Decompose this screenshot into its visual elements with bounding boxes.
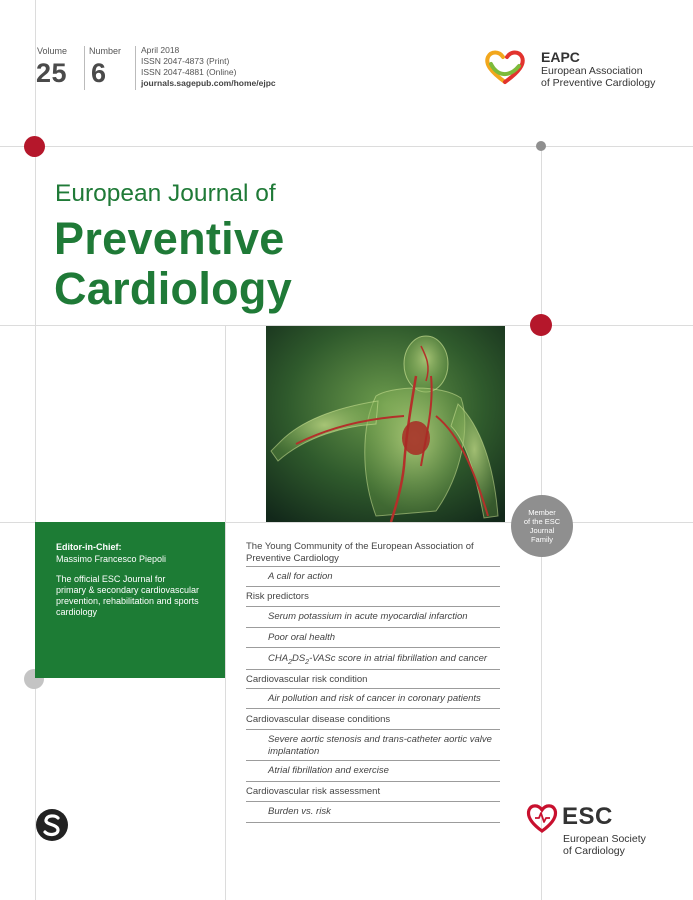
toc-divider (246, 760, 500, 761)
toc-divider (246, 586, 500, 587)
issue-date: April 2018 (141, 45, 180, 55)
toc-category-risk-condition: Cardiovascular risk condition (246, 674, 368, 685)
eapc-name-line2: of Preventive Cardiology (541, 77, 656, 89)
title-line1: European Journal of (55, 180, 276, 207)
toc-item-oral-health: Poor oral health (268, 632, 336, 643)
anatomy-illustration (266, 326, 505, 522)
eapc-name (541, 65, 655, 89)
toc-category-risk-assessment: Cardiovascular risk assessment (246, 786, 381, 797)
member-badge (511, 495, 573, 557)
editor-box (35, 522, 225, 678)
issn-online: ISSN 2047-4881 (Online) (141, 67, 237, 77)
grey-dot-top (536, 141, 546, 151)
toc-divider (246, 781, 500, 782)
issue-number: 6 (91, 58, 107, 88)
volume-number: 25 (36, 58, 68, 88)
header-divider-2 (135, 46, 136, 90)
vasc-text: -VASc score in atrial fibrillation and cancer (309, 653, 488, 664)
toc-divider (246, 647, 500, 648)
issn-print: ISSN 2047-4873 (Print) (141, 56, 230, 66)
journal-url[interactable]: journals.sagepub.com/home/ejpc (141, 78, 276, 88)
eapc-abbr: EAPC (541, 49, 580, 65)
editor-desc (56, 574, 199, 618)
toc-divider (246, 627, 500, 628)
header-divider-1 (84, 46, 85, 90)
toc-category-young-community (246, 541, 501, 564)
eapc-name-line1: European Association (541, 65, 643, 77)
eapc-heart-icon (483, 48, 527, 86)
toc-divider (246, 801, 500, 802)
cha-text: CHA (268, 653, 289, 664)
toc-divider (246, 669, 500, 670)
grid-line-left (35, 0, 36, 900)
toc-item-call-for-action: A call for action (268, 571, 333, 582)
toc-divider (246, 566, 500, 567)
issue-meta (141, 45, 276, 89)
toc-divider (246, 822, 500, 823)
title-line2: Preventive (54, 213, 285, 264)
esc-name (563, 833, 646, 857)
esc-name-line2: of Cardiology (563, 845, 625, 857)
toc-item-aortic-stenosis (268, 734, 500, 757)
number-label: Number (89, 46, 122, 56)
toc-item-cha2ds2-vasc (268, 653, 500, 668)
toc-divider (246, 688, 500, 689)
cha-sub1: 2 (288, 658, 292, 666)
member-line1: Member (528, 508, 556, 517)
member-line2: of the ESC (523, 517, 561, 526)
editor-desc-line4: cardiology (56, 607, 98, 617)
title-line3: Cardiology (54, 263, 293, 314)
grid-line-top (0, 146, 693, 147)
toc-item-serum-potassium: Serum potassium in acute myocardial infarction (268, 611, 468, 622)
red-dot-middle (530, 314, 552, 336)
editor-name: Massimo Francesco Piepoli (56, 554, 167, 564)
member-line4: Family (530, 535, 554, 544)
toc-cat1-line1: The Young Community of the European Association of (246, 541, 474, 552)
toc-item-air-pollution: Air pollution and risk of cancer in coronary patients (268, 693, 481, 704)
ds-text: DS (291, 653, 306, 664)
esc-name-line1: European Society (563, 833, 646, 845)
grid-line-mid (225, 325, 226, 900)
toc-divider (246, 708, 500, 709)
toc-divider (246, 606, 500, 607)
editor-desc-line3: prevention, rehabilitation and sports (56, 596, 199, 606)
editor-label: Editor-in-Chief: (56, 542, 122, 552)
toc-divider (246, 729, 500, 730)
toc-category-risk-predictors: Risk predictors (246, 591, 309, 602)
toc-item6-line2: implantation (268, 745, 320, 757)
member-line3: Journal (529, 526, 555, 535)
editor-desc-line2: primary & secondary cardiovascular (56, 585, 200, 595)
red-dot-top (24, 136, 45, 157)
volume-label: Volume (37, 46, 68, 56)
esc-abbr: ESC (562, 803, 613, 830)
toc-item6-line1: Severe aortic stenosis and trans-catheter aortic valve (268, 734, 492, 745)
toc-item-burden-vs-risk: Burden vs. risk (268, 806, 331, 817)
toc-item-atrial-fibrillation-exercise: Atrial fibrillation and exercise (268, 765, 389, 776)
toc-category-disease-conditions: Cardiovascular disease conditions (246, 714, 391, 725)
ds-sub2: 2 (305, 658, 310, 666)
toc-cat1-line2: Preventive Cardiology (246, 552, 339, 564)
editor-desc-line1: The official ESC Journal for (56, 574, 166, 584)
esc-heart-icon (525, 802, 559, 834)
sage-logo-icon (35, 808, 69, 842)
